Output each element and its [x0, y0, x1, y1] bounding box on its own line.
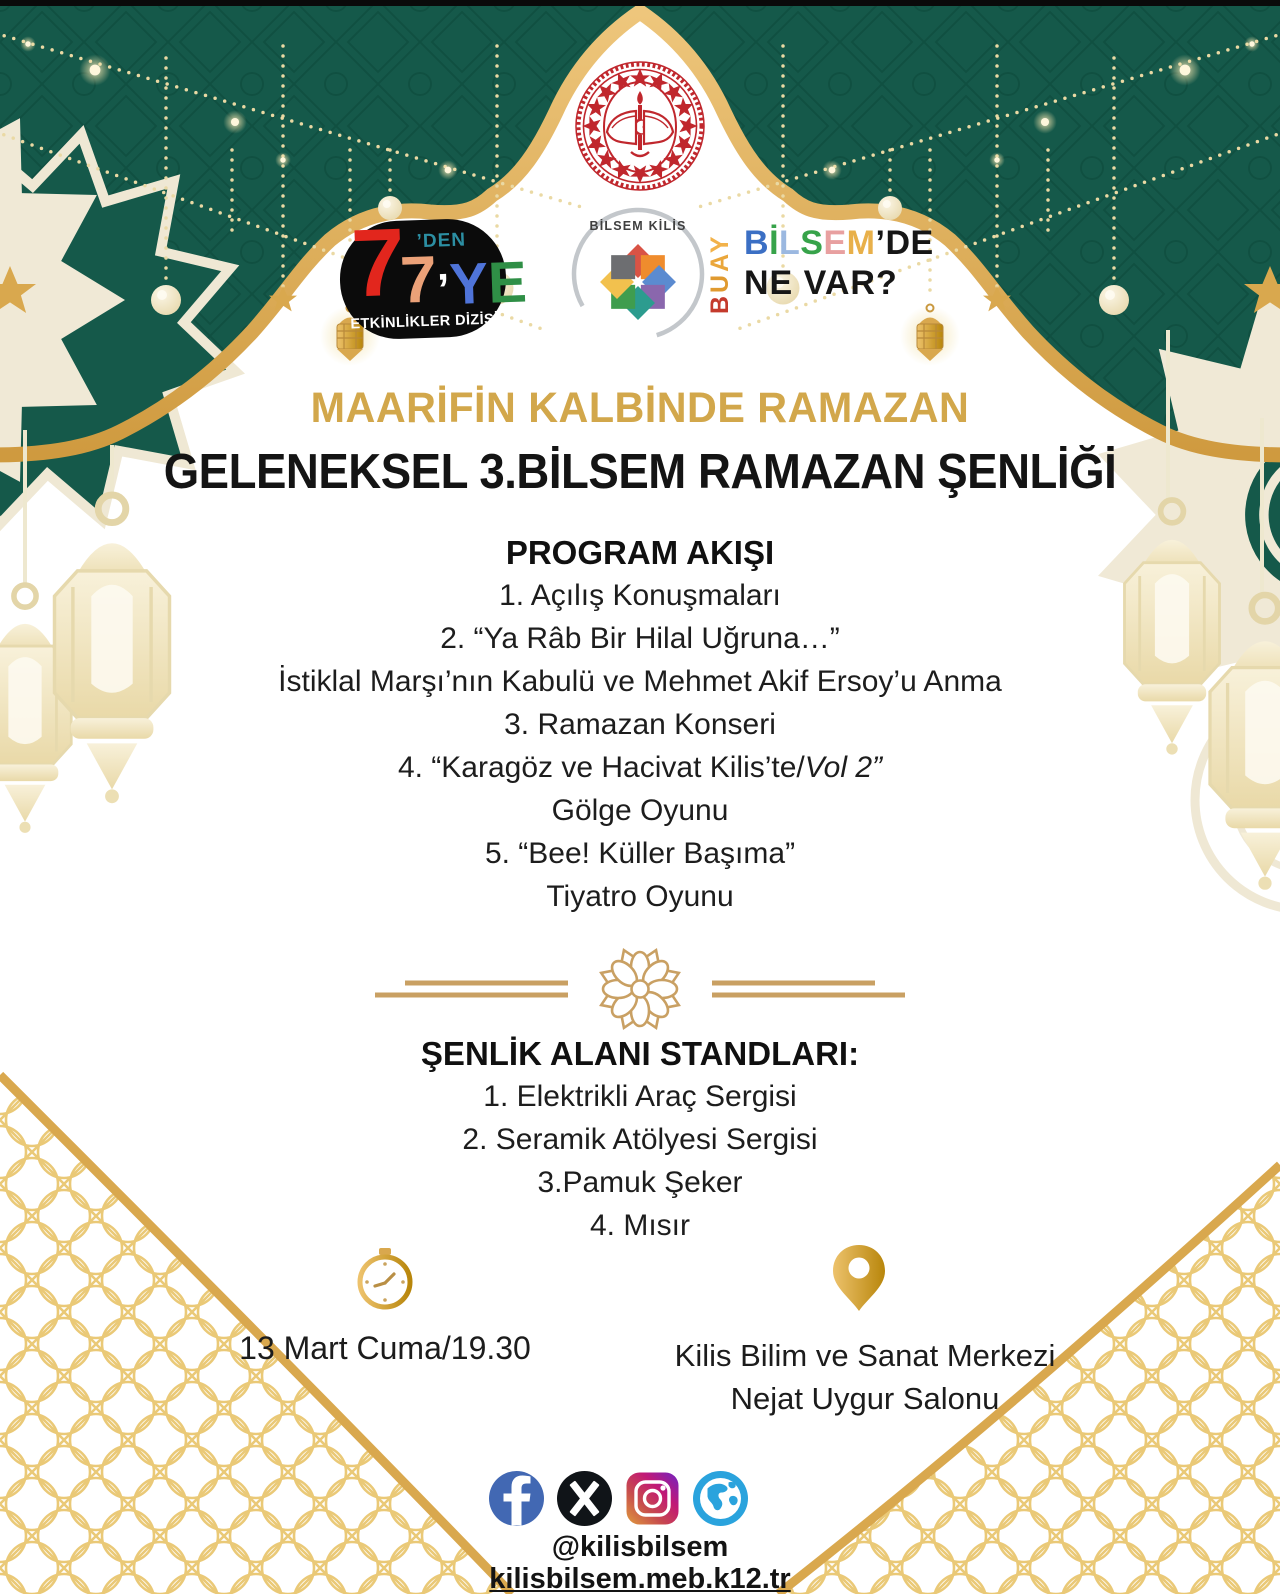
meb-emblem: [574, 60, 706, 192]
stands-item: 2. Seramik Atölyesi Sergisi: [462, 1123, 818, 1156]
stands-heading: ŞENLİK ALANI STANDLARI:: [420, 1035, 860, 1072]
stands-item: 1. Elektrikli Araç Sergisi: [483, 1080, 797, 1113]
event-venue: [620, 1334, 1110, 1420]
globe-icon[interactable]: [693, 1471, 748, 1526]
program-line: 2. “Ya Râb Bir Hilal Uğruna…”: [440, 622, 840, 655]
program-heading: PROGRAM AKIŞI: [505, 534, 775, 571]
seven-logo-big-seven: 7: [349, 208, 407, 318]
bilsem-kilis-logo: [568, 204, 708, 349]
bilsemde-text: BİLSEM’DE: [744, 224, 934, 262]
x-icon[interactable]: [557, 1471, 612, 1526]
social-icons-row: [489, 1471, 748, 1526]
program-line: 1. Açılış Konuşmaları: [499, 579, 781, 612]
main-title: GELENEKSEL 3.BİLSEM RAMAZAN ŞENLİĞİ: [163, 445, 1117, 499]
seven-logo-small-seven: 7: [398, 241, 439, 317]
event-datetime: 13 Mart Cuma/19.30: [239, 1330, 531, 1366]
seven-logo-apostrophe: ’: [436, 265, 451, 315]
buay-bilsemde-nevar-logo: [706, 222, 934, 318]
seven-logo-subtitle: ETKİNLİKLER DİZİSİ: [350, 310, 499, 333]
clock-icon: [353, 1248, 417, 1320]
seven-logo-ye: [436, 249, 528, 318]
seven-to-seventyseven-logo: [338, 208, 528, 341]
stands-item: 3.Pamuk Şeker: [537, 1166, 743, 1199]
program-section: [0, 531, 1280, 918]
website-link[interactable]: kilisbilsem.meb.k12.tr: [489, 1563, 791, 1594]
program-line: Gölge Oyunu: [551, 794, 729, 827]
seven-logo-y: Y: [448, 250, 490, 318]
program-line: İstiklal Marşı’nın Kabulü ve Mehmet Akif Ersoy’u Anma: [278, 665, 1002, 698]
seven-logo-e: E: [486, 249, 528, 316]
location-pin-icon: [830, 1243, 888, 1313]
bilsem-kilis-logo-graphic: [568, 204, 708, 344]
program-line: 5. “Bee! Küller Başıma”: [484, 837, 796, 870]
instagram-icon[interactable]: [625, 1471, 680, 1526]
facebook-icon[interactable]: [489, 1471, 544, 1526]
ornamental-divider: [350, 936, 930, 1046]
kicker-title: MAARİFİN KALBİNDE RAMAZAN: [310, 384, 970, 432]
stands-section: [0, 1032, 1280, 1247]
buay-vertical-text: BUAY: [706, 233, 734, 314]
program-line: 3. Ramazan Konseri: [504, 708, 776, 741]
nevar-text: NE VAR?: [744, 264, 898, 302]
venue-line1: Kilis Bilim ve Sanat Merkezi: [674, 1338, 1056, 1373]
program-line: 4. “Karagöz ve Hacivat Kilis’te/Vol 2”: [397, 751, 883, 784]
bilsem-kilis-logo-title: BİLSEM KİLİS: [589, 219, 687, 233]
seven-logo-den: ’DEN: [416, 229, 467, 253]
program-line: Tiyatro Oyunu: [546, 880, 734, 913]
social-handle: @kilisbilsem: [551, 1531, 729, 1563]
venue-line2: Nejat Uygur Salonu: [730, 1381, 1000, 1416]
stands-item: 4. Mısır: [589, 1209, 690, 1242]
